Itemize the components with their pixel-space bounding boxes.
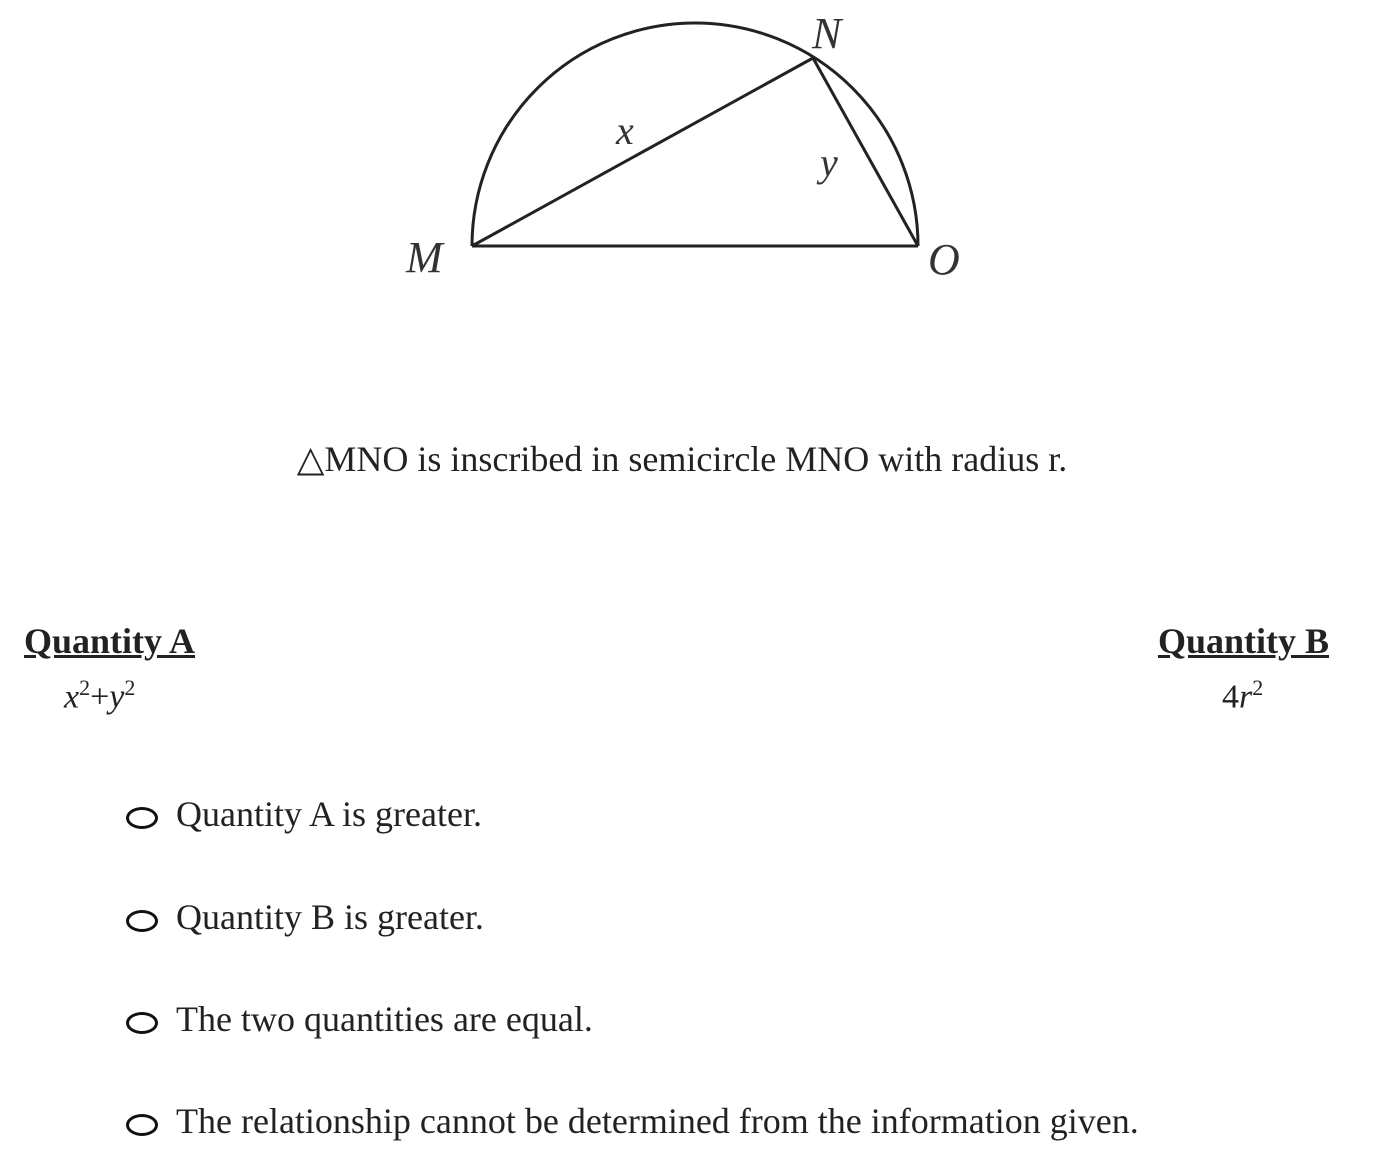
semicircle-figure [380,0,1000,300]
quantity-a-exp1: 2 [79,675,91,700]
quantity-a-heading: Quantity A [24,621,196,661]
label-n: N [812,9,842,58]
radio-button-a[interactable] [126,807,158,829]
answer-choice-d[interactable] [126,1099,1139,1143]
label-o: O [928,235,960,284]
radio-button-d[interactable] [126,1114,158,1136]
label-m: M [406,233,443,282]
answer-choice-d-label: The relationship cannot be determined from the information given. [176,1101,1139,1141]
quantity-a-base2: y [109,678,125,716]
quantity-b-value [1222,675,1263,716]
quantity-b-base: r [1239,678,1253,716]
label-y: y [820,140,838,185]
answer-choice-b[interactable] [126,895,484,939]
answer-choice-a-label: Quantity A is greater. [176,794,482,834]
answer-choice-b-label: Quantity B is greater. [176,897,484,937]
label-x: x [616,108,634,153]
quantity-b-heading: Quantity B [1158,621,1330,661]
chord-mn [472,58,813,246]
answer-choice-c-label: The two quantities are equal. [176,999,593,1039]
quantity-a-exp2: 2 [124,675,136,700]
semicircle-arc [472,23,918,246]
quantity-b-exp: 2 [1252,675,1264,700]
quantity-b-coef: 4 [1222,678,1239,716]
answer-choice-a[interactable] [126,792,482,836]
radio-button-c[interactable] [126,1012,158,1034]
quantity-a-plus: + [90,678,110,716]
answer-choice-c[interactable] [126,997,593,1041]
radio-button-b[interactable] [126,910,158,932]
quantity-a-base1: x [64,678,80,716]
question-prompt: △MNO is inscribed in semicircle MNO with radius r. [296,439,1068,479]
quantity-a-value [64,675,135,716]
semicircle-diagram [380,0,1000,300]
